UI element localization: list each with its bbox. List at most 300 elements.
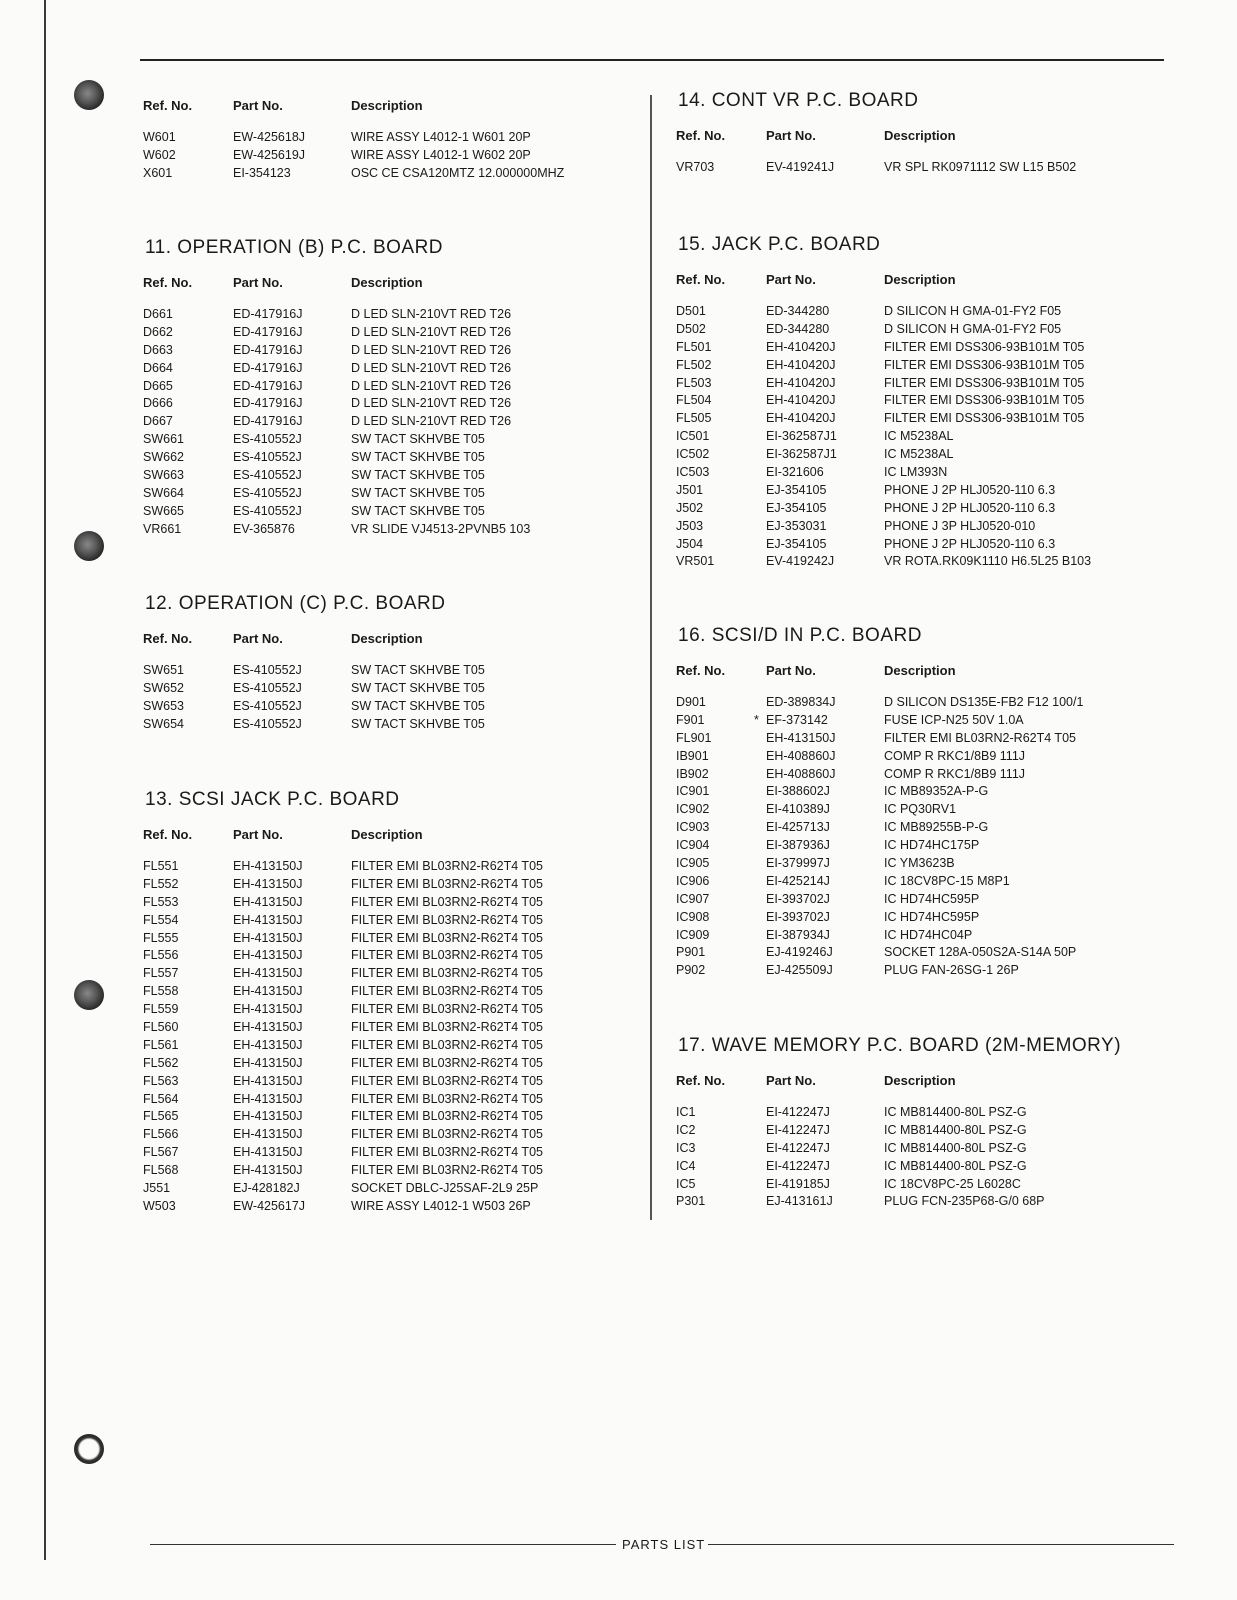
header-ref-no: Ref. No. (143, 275, 193, 290)
part-row (143, 1180, 643, 1198)
ref-no: SW665 (143, 503, 184, 518)
part-no: EI-387934J (766, 927, 830, 942)
part-no: EI-425713J (766, 820, 830, 835)
part-no: EI-412247J (766, 1122, 830, 1137)
part-no-cell (766, 891, 884, 909)
punch-hole-1 (74, 80, 104, 110)
description: IC 18CV8PC-15 M8P1 (884, 873, 1010, 888)
part-no: EH-413150J (233, 966, 303, 981)
description: SW TACT SKHVBE T05 (351, 432, 485, 447)
ref-no: SW664 (143, 485, 184, 500)
part-row (143, 449, 643, 467)
header-description: Description (351, 827, 423, 842)
ref-no: FL502 (676, 357, 712, 372)
ref-no: FL560 (143, 1020, 179, 1035)
description: SW TACT SKHVBE T05 (351, 680, 485, 695)
part-no-cell (766, 1140, 884, 1158)
punch-hole-4 (74, 1434, 104, 1464)
section-16 (676, 625, 1176, 980)
ref-no: FL901 (676, 730, 712, 745)
header-ref-no: Ref. No. (676, 272, 726, 287)
header-description: Description (351, 98, 423, 113)
part-no-cell (233, 1180, 351, 1198)
part-no-cell (233, 1144, 351, 1162)
top-rule (140, 59, 1164, 61)
section-title: 14. CONT VR P.C. BOARD (678, 90, 919, 111)
part-row (676, 962, 1176, 980)
part-no-cell (766, 464, 884, 482)
header-part-no: Part No. (233, 631, 283, 646)
part-no-cell (766, 1158, 884, 1176)
column-headers (676, 663, 1176, 678)
part-row (676, 944, 1176, 962)
part-no-cell (766, 500, 884, 518)
part-no: EH-413150J (233, 1020, 303, 1035)
footer-label: PARTS LIST (622, 1537, 706, 1552)
description: IC LM393N (884, 465, 948, 480)
header-description: Description (884, 663, 956, 678)
part-no-cell (233, 930, 351, 948)
part-no: ES-410552J (233, 485, 302, 500)
description: FILTER EMI BL03RN2-R62T4 T05 (351, 1109, 543, 1124)
part-row (676, 909, 1176, 927)
part-no-cell (766, 694, 884, 712)
part-no: ED-389834J (766, 695, 836, 709)
part-row (143, 306, 643, 324)
part-no-cell (233, 147, 351, 165)
ref-no: IC501 (676, 429, 710, 444)
section-13 (143, 789, 643, 1216)
part-no-cell (233, 413, 351, 431)
ref-no: FL565 (143, 1109, 179, 1124)
ref-no: SW652 (143, 680, 184, 695)
part-no-cell (766, 748, 884, 766)
description: FILTER EMI BL03RN2-R62T4 T05 (351, 1163, 543, 1178)
ref-no: SW661 (143, 432, 184, 447)
description: IC HD74HC595P (884, 891, 980, 906)
part-no: EH-413150J (233, 1091, 303, 1106)
header-description: Description (884, 1073, 956, 1088)
header-description: Description (884, 128, 956, 143)
part-row (676, 1193, 1176, 1211)
part-no-cell (233, 1162, 351, 1180)
ref-no: D665 (143, 378, 173, 393)
description: FILTER EMI BL03RN2-R62T4 T05 (351, 1073, 543, 1088)
description: IC HD74HC175P (884, 838, 980, 853)
part-row (143, 395, 643, 413)
part-no: EH-413150J (233, 1145, 303, 1160)
description: PHONE J 2P HLJ0520-110 6.3 (884, 536, 1056, 551)
part-no-cell (766, 962, 884, 980)
ref-no: FL505 (676, 411, 712, 426)
part-no: EV-365876 (233, 521, 295, 536)
ref-no: FL563 (143, 1073, 179, 1088)
part-no-cell (233, 378, 351, 396)
ref-no: FL567 (143, 1145, 179, 1160)
part-no-cell (766, 339, 884, 357)
ref-no: FL556 (143, 948, 179, 963)
description: VR SPL RK0971112 SW L15 B502 (884, 160, 1077, 174)
part-row (676, 837, 1176, 855)
part-no: EF-373142 (766, 712, 828, 727)
ref-no: FL504 (676, 393, 712, 408)
part-no: EH-408860J (766, 748, 836, 763)
part-row (143, 129, 643, 147)
description: PHONE J 2P HLJ0520-110 6.3 (884, 500, 1056, 515)
section-15 (676, 234, 1176, 571)
part-no: EI-388602J (766, 784, 830, 799)
header-part-no: Part No. (766, 663, 816, 678)
part-no: EI-412247J (766, 1105, 830, 1119)
ref-no: J502 (676, 500, 704, 515)
part-no-cell (766, 730, 884, 748)
description: VR ROTA.RK09K1110 H6.5L25 B103 (884, 554, 1092, 569)
ref-no: J501 (676, 482, 704, 497)
part-no-cell (766, 801, 884, 819)
description: IC MB814400-80L PSZ-G (884, 1122, 1027, 1137)
column-headers (676, 272, 1176, 287)
part-no-cell (766, 553, 884, 571)
description: FILTER EMI BL03RN2-R62T4 T05 (351, 894, 543, 909)
column-headers (143, 98, 643, 113)
part-no-cell (233, 1126, 351, 1144)
description: SW TACT SKHVBE T05 (351, 503, 485, 518)
part-no-cell (766, 1122, 884, 1140)
ref-no: D664 (143, 360, 173, 375)
part-no: ED-417916J (233, 414, 303, 429)
header-ref-no: Ref. No. (676, 128, 726, 143)
description: IC YM3623B (884, 856, 955, 871)
ref-no: FL561 (143, 1037, 179, 1052)
description: WIRE ASSY L4012-1 W602 20P (351, 147, 531, 162)
part-no-cell (766, 1104, 884, 1122)
part-no-cell (233, 680, 351, 698)
part-row (143, 1037, 643, 1055)
ref-no: IC2 (676, 1122, 696, 1137)
part-row (143, 1108, 643, 1126)
part-no: ES-410552J (233, 716, 302, 731)
part-no-cell (754, 712, 884, 730)
part-no: EH-413150J (233, 930, 303, 945)
section-14 (676, 90, 1176, 177)
column-headers (143, 631, 643, 646)
part-no: EH-413150J (233, 1109, 303, 1124)
part-no-cell (766, 321, 884, 339)
part-no: ED-417916J (233, 324, 303, 339)
part-row (143, 912, 643, 930)
ref-no: FL562 (143, 1055, 179, 1070)
section-title: 16. SCSI/D IN P.C. BOARD (678, 625, 922, 646)
part-row (143, 662, 643, 680)
column-headers (676, 1073, 1176, 1088)
part-row (143, 1055, 643, 1073)
part-row (676, 482, 1176, 500)
part-no: EV-419242J (766, 554, 835, 569)
description: COMP R RKC1/8B9 111J (884, 766, 1026, 781)
ref-no: SW654 (143, 716, 184, 731)
part-no-cell (233, 306, 351, 324)
description: FILTER EMI BL03RN2-R62T4 T05 (351, 966, 543, 981)
footer-rule-right (708, 1544, 1174, 1545)
ref-no: FL558 (143, 984, 179, 999)
part-row (676, 159, 1176, 177)
part-no: EI-393702J (766, 891, 830, 906)
part-no-cell (766, 428, 884, 446)
description: IC MB89255B-P-G (884, 820, 989, 835)
part-no: ES-410552J (233, 450, 302, 465)
part-row (676, 392, 1176, 410)
part-no: ED-344280 (766, 304, 830, 318)
description: D SILICON H GMA-01-FY2 F05 (884, 321, 1062, 336)
part-no: EH-413150J (233, 876, 303, 891)
description: IC MB814400-80L PSZ-G (884, 1158, 1027, 1173)
part-no-cell (766, 1193, 884, 1211)
description: SW TACT SKHVBE T05 (351, 468, 485, 483)
part-no-cell (766, 855, 884, 873)
part-no: EW-425618J (233, 130, 306, 144)
part-no-cell (766, 536, 884, 554)
part-no-cell (766, 446, 884, 464)
header-ref-no: Ref. No. (676, 1073, 726, 1088)
part-no-cell (233, 1198, 351, 1216)
description: SW TACT SKHVBE T05 (351, 716, 485, 731)
part-row (143, 485, 643, 503)
header-part-no: Part No. (766, 272, 816, 287)
part-row (676, 410, 1176, 428)
part-row (676, 1140, 1176, 1158)
ref-no: SW651 (143, 663, 184, 677)
part-no: EH-413150J (233, 1163, 303, 1178)
description: FILTER EMI BL03RN2-R62T4 T05 (884, 730, 1076, 745)
part-row (143, 876, 643, 894)
header-description: Description (351, 275, 423, 290)
part-row (676, 464, 1176, 482)
ref-no: FL553 (143, 894, 179, 909)
ref-no: SW662 (143, 450, 184, 465)
description: FILTER EMI BL03RN2-R62T4 T05 (351, 859, 543, 873)
part-no-cell (233, 716, 351, 734)
safety-mark: * (754, 712, 759, 727)
part-no: EI-410389J (766, 802, 830, 817)
column-headers (143, 827, 643, 842)
part-no-cell (233, 324, 351, 342)
part-row (676, 446, 1176, 464)
ref-no: D661 (143, 307, 173, 321)
ref-no: IC1 (676, 1105, 696, 1119)
part-row (676, 303, 1176, 321)
part-no: EJ-354105 (766, 500, 827, 515)
description: OSC CE CSA120MTZ 12.000000MHZ (351, 165, 565, 180)
ref-no: VR661 (143, 521, 182, 536)
part-no-cell (233, 1055, 351, 1073)
part-no: ED-417916J (233, 307, 303, 321)
part-no: EI-393702J (766, 909, 830, 924)
description: PHONE J 3P HLJ0520-010 (884, 518, 1036, 533)
part-row (143, 467, 643, 485)
part-no-cell (766, 944, 884, 962)
part-no-cell (233, 1019, 351, 1037)
part-no: EH-410420J (766, 375, 836, 390)
description: IC MB89352A-P-G (884, 784, 989, 799)
part-no: ED-344280 (766, 321, 830, 336)
description: FILTER EMI BL03RN2-R62T4 T05 (351, 1127, 543, 1142)
part-no-cell (233, 1073, 351, 1091)
part-no-cell (233, 129, 351, 147)
part-no: EI-425214J (766, 873, 830, 888)
part-no: EI-362587J1 (766, 447, 837, 462)
ref-no: IC909 (676, 927, 710, 942)
section-continued (143, 98, 643, 183)
description: FILTER EMI BL03RN2-R62T4 T05 (351, 930, 543, 945)
part-no: EJ-419246J (766, 945, 833, 960)
part-no: ED-417916J (233, 396, 303, 411)
header-ref-no: Ref. No. (143, 827, 193, 842)
part-no-cell (233, 876, 351, 894)
part-row (676, 730, 1176, 748)
part-row (143, 680, 643, 698)
section-17 (676, 1035, 1176, 1211)
part-no: ES-410552J (233, 663, 302, 677)
ref-no: D667 (143, 414, 173, 429)
description: SOCKET 128A-050S2A-S14A 50P (884, 945, 1077, 960)
description: VR SLIDE VJ4513-2PVNB5 103 (351, 521, 531, 536)
part-row (143, 378, 643, 396)
ref-no: IC502 (676, 447, 710, 462)
part-row (143, 1198, 643, 1216)
ref-no: FL551 (143, 859, 179, 873)
part-no-cell (233, 912, 351, 930)
ref-no: W601 (143, 130, 176, 144)
description: FUSE ICP-N25 50V 1.0A (884, 712, 1024, 727)
part-row (676, 748, 1176, 766)
header-ref-no: Ref. No. (143, 98, 193, 113)
description: IC MB814400-80L PSZ-G (884, 1105, 1027, 1119)
section-title: 13. SCSI JACK P.C. BOARD (145, 789, 400, 810)
part-no-cell (233, 1091, 351, 1109)
part-no: EH-413150J (233, 1055, 303, 1070)
part-no-cell (233, 894, 351, 912)
part-row (676, 536, 1176, 554)
header-part-no: Part No. (233, 98, 283, 113)
ref-no: FL568 (143, 1163, 179, 1178)
ref-no: IC3 (676, 1140, 696, 1155)
part-no-cell (766, 482, 884, 500)
part-no-cell (766, 392, 884, 410)
part-no: EH-413150J (233, 859, 303, 873)
part-no-cell (233, 1108, 351, 1126)
header-part-no: Part No. (766, 128, 816, 143)
part-no-cell (766, 909, 884, 927)
part-no-cell (766, 766, 884, 784)
ref-no: IB901 (676, 748, 709, 763)
part-no: EI-412247J (766, 1140, 830, 1155)
part-row (143, 165, 643, 183)
part-no: EH-413150J (233, 1037, 303, 1052)
part-no-cell (233, 503, 351, 521)
part-row (143, 1144, 643, 1162)
section-title: 11. OPERATION (B) P.C. BOARD (145, 237, 444, 258)
column-headers (143, 275, 643, 290)
description: FILTER EMI DSS306-93B101M T05 (884, 375, 1085, 390)
part-row (676, 855, 1176, 873)
part-no: EH-413150J (233, 1002, 303, 1017)
ref-no: W503 (143, 1198, 176, 1213)
description: D SILICON H GMA-01-FY2 F05 (884, 304, 1062, 318)
part-row (676, 518, 1176, 536)
part-row (676, 375, 1176, 393)
ref-no: IC5 (676, 1176, 696, 1191)
part-no-cell (766, 783, 884, 801)
description: SW TACT SKHVBE T05 (351, 450, 485, 465)
ref-no: IC902 (676, 802, 710, 817)
part-no-cell (233, 342, 351, 360)
header-part-no: Part No. (233, 275, 283, 290)
ref-no: X601 (143, 165, 173, 180)
ref-no: IB902 (676, 766, 709, 781)
part-no: ED-417916J (233, 378, 303, 393)
description: D LED SLN-210VT RED T26 (351, 378, 512, 393)
part-no: EJ-353031 (766, 518, 827, 533)
part-no-cell (766, 927, 884, 945)
part-row (676, 428, 1176, 446)
part-no: EW-425619J (233, 147, 306, 162)
part-row (143, 1162, 643, 1180)
part-no: ES-410552J (233, 680, 302, 695)
part-row (143, 894, 643, 912)
description: WIRE ASSY L4012-1 W601 20P (351, 130, 531, 144)
ref-no: SW663 (143, 468, 184, 483)
part-no: EI-379997J (766, 856, 830, 871)
part-row (143, 342, 643, 360)
ref-no: SW653 (143, 698, 184, 713)
ref-no: IC908 (676, 909, 710, 924)
part-row (143, 431, 643, 449)
section-12 (143, 593, 643, 734)
part-no-cell (766, 159, 884, 177)
part-no: EH-413150J (766, 730, 836, 745)
section-title: 17. WAVE MEMORY P.C. BOARD (2M-MEMORY) (678, 1035, 1122, 1056)
binder-margin-line (44, 0, 46, 1560)
ref-no: IC903 (676, 820, 710, 835)
ref-no: FL555 (143, 930, 179, 945)
ref-no: D901 (676, 695, 706, 709)
ref-no: VR501 (676, 554, 715, 569)
part-no-cell (233, 521, 351, 539)
header-description: Description (351, 631, 423, 646)
part-no: EH-413150J (233, 894, 303, 909)
description: D LED SLN-210VT RED T26 (351, 396, 512, 411)
part-row (676, 553, 1176, 571)
ref-no: W602 (143, 147, 176, 162)
part-row (676, 766, 1176, 784)
description: FILTER EMI DSS306-93B101M T05 (884, 393, 1085, 408)
part-no-cell (233, 165, 351, 183)
ref-no: IC4 (676, 1158, 696, 1173)
description: IC 18CV8PC-25 L6028C (884, 1176, 1021, 1191)
part-no-cell (766, 357, 884, 375)
ref-no: D662 (143, 324, 173, 339)
part-no-cell (233, 1001, 351, 1019)
description: FILTER EMI BL03RN2-R62T4 T05 (351, 948, 543, 963)
part-no-cell (766, 837, 884, 855)
part-no: EJ-428182J (233, 1181, 300, 1196)
part-row (143, 360, 643, 378)
part-no: ES-410552J (233, 698, 302, 713)
part-row (143, 858, 643, 876)
part-row (143, 983, 643, 1001)
description: FILTER EMI BL03RN2-R62T4 T05 (351, 984, 543, 999)
part-row (676, 694, 1176, 712)
